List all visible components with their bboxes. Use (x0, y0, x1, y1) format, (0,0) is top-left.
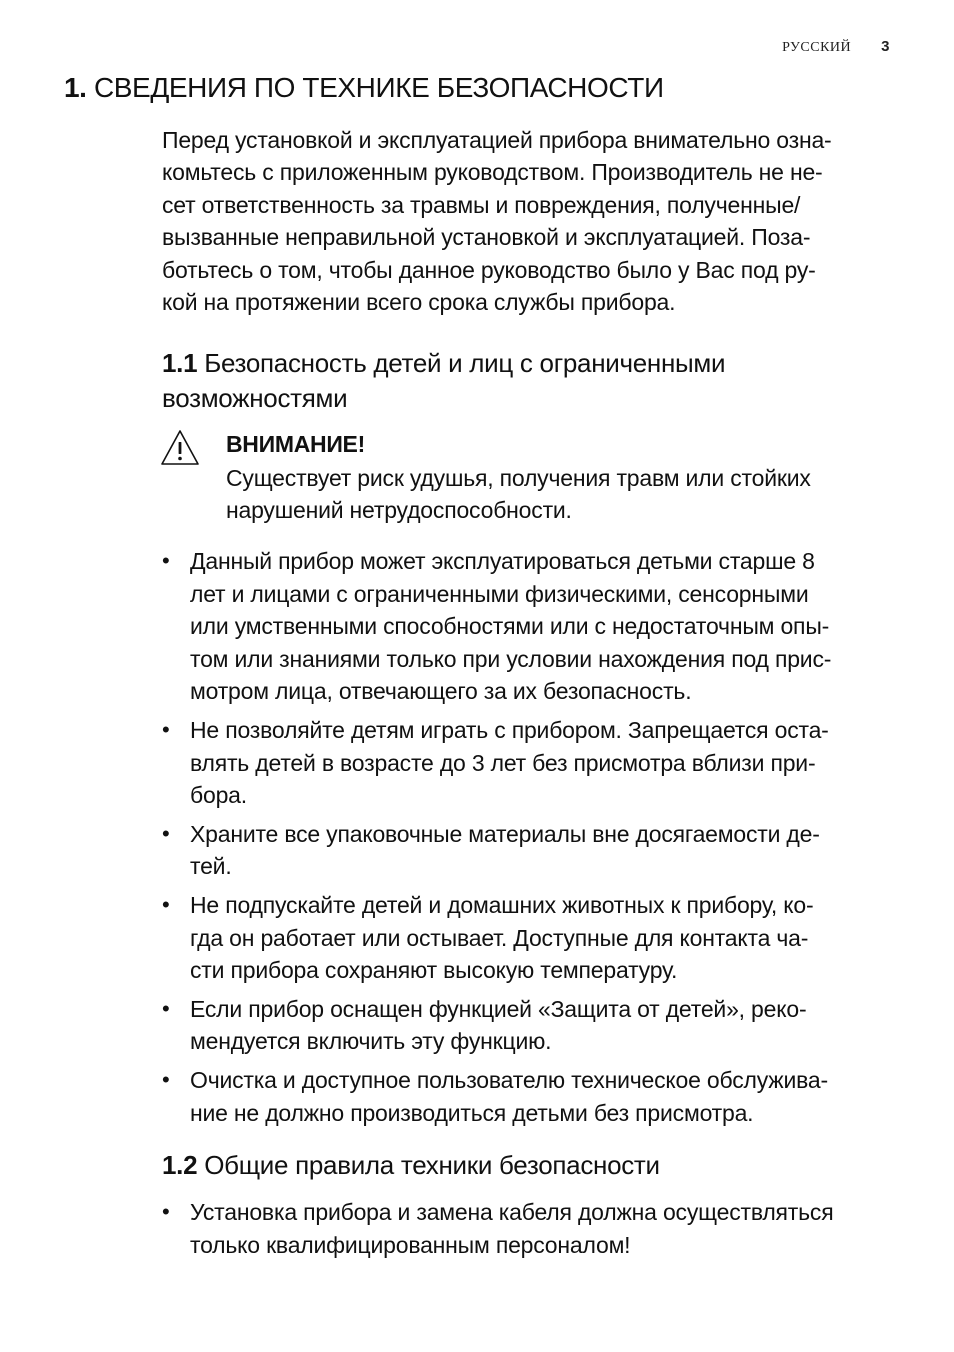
list-item-line: сти прибора сохраняют высокую температуру. (190, 957, 678, 984)
intro-paragraph (162, 124, 902, 318)
intro-line: ботьтесь о том, чтобы данное руководство было у Вас под ру- (162, 256, 816, 283)
section-number: 1. (64, 72, 87, 103)
subsection-number: 1.2 (162, 1150, 198, 1180)
list-item-line: мотром лица, отвечающего за их безопасность. (190, 678, 692, 705)
list-item-line: лет и лицами с ограниченными физическими, сенсорными (190, 580, 809, 607)
list-item (162, 1064, 902, 1129)
page-number: 3 (881, 38, 890, 55)
warning-text-line: нарушений нетрудоспособности. (226, 497, 572, 524)
list-item-line: ние не должно производиться детьми без присмотра. (190, 1099, 754, 1126)
section-title-text: СВЕДЕНИЯ ПО ТЕХНИКЕ БЕЗОПАСНОСТИ (93, 72, 664, 103)
bullet-icon: • (162, 1199, 170, 1224)
list-item-line: Не позволяйте детям играть с прибором. Запрещается оста- (190, 716, 829, 743)
subsection-title-line: Безопасность детей и лиц с ограниченными (204, 348, 726, 378)
intro-line: сет ответственность за травмы и повреждения, полученные/ (162, 191, 801, 218)
subsection-title-line: возможностями (162, 383, 348, 413)
subsection-number: 1.1 (162, 348, 198, 378)
section-title (64, 70, 664, 106)
subsection-title-line: Общие правила техники безопасности (204, 1150, 660, 1180)
list-item (162, 714, 902, 812)
list-item (162, 1196, 902, 1261)
list-item (162, 545, 902, 708)
list-item-line: Не подпускайте детей и домашних животных к прибору, ко- (190, 891, 814, 918)
list-item (162, 889, 902, 987)
bullet-icon: • (162, 891, 170, 917)
list-item-line: Храните все упаковочные материалы вне досягаемости де- (190, 820, 820, 847)
bullet-icon: • (162, 716, 170, 742)
subsection-heading-1-2 (162, 1148, 660, 1183)
warning-text-line: Существует риск удушья, получения травм или стойких (226, 465, 811, 491)
warning-title: ВНИМАНИЕ! (226, 431, 365, 457)
intro-line: вызванные неправильной установкой и эксплуатацией. Поза- (162, 224, 811, 251)
bullet-list-1-1 (162, 545, 902, 1135)
intro-line: комьтесь с приложенным руководством. Производитель не не- (162, 159, 823, 186)
bullet-list-1-2 (162, 1196, 902, 1267)
list-item-line: тей. (190, 853, 232, 880)
language-label: РУССКИЙ (782, 40, 852, 55)
bullet-icon: • (162, 1066, 170, 1092)
list-item-line: бора. (190, 782, 247, 809)
list-item-line: Если прибор оснащен функцией «Защита от детей», реко- (190, 995, 807, 1022)
warning-triangle-icon (160, 428, 200, 468)
subsection-heading-1-1 (162, 346, 725, 416)
bullet-icon: • (162, 995, 170, 1021)
intro-line: Перед установкой и эксплуатацией прибора внимательно озна- (162, 127, 832, 153)
list-item (162, 993, 902, 1058)
bullet-icon: • (162, 820, 170, 846)
list-item-line: мендуется включить эту функцию. (190, 1028, 552, 1055)
warning-text (226, 462, 811, 527)
list-item-line: Очистка и доступное пользователю техническое обслужива- (190, 1066, 828, 1093)
list-item-line: Данный прибор может эксплуатироваться детьми старше 8 (190, 548, 815, 574)
intro-line: кой на протяжении всего срока службы прибора. (162, 289, 676, 316)
list-item-line: Установка прибора и замена кабеля должна осуществляться (190, 1199, 834, 1225)
list-item-line: гда он работает или остывает. Доступные для контакта ча- (190, 924, 809, 951)
list-item (162, 818, 902, 883)
list-item-line: только квалифицированным персоналом! (190, 1231, 631, 1258)
list-item-line: том или знаниями только при условии нахождения под прис- (190, 645, 832, 672)
list-item-line: влять детей в возрасте до 3 лет без присмотра вблизи при- (190, 749, 816, 776)
list-item-line: или умственными способностями или с недостаточным опы- (190, 613, 830, 640)
running-header (782, 38, 890, 56)
bullet-icon: • (162, 548, 170, 573)
